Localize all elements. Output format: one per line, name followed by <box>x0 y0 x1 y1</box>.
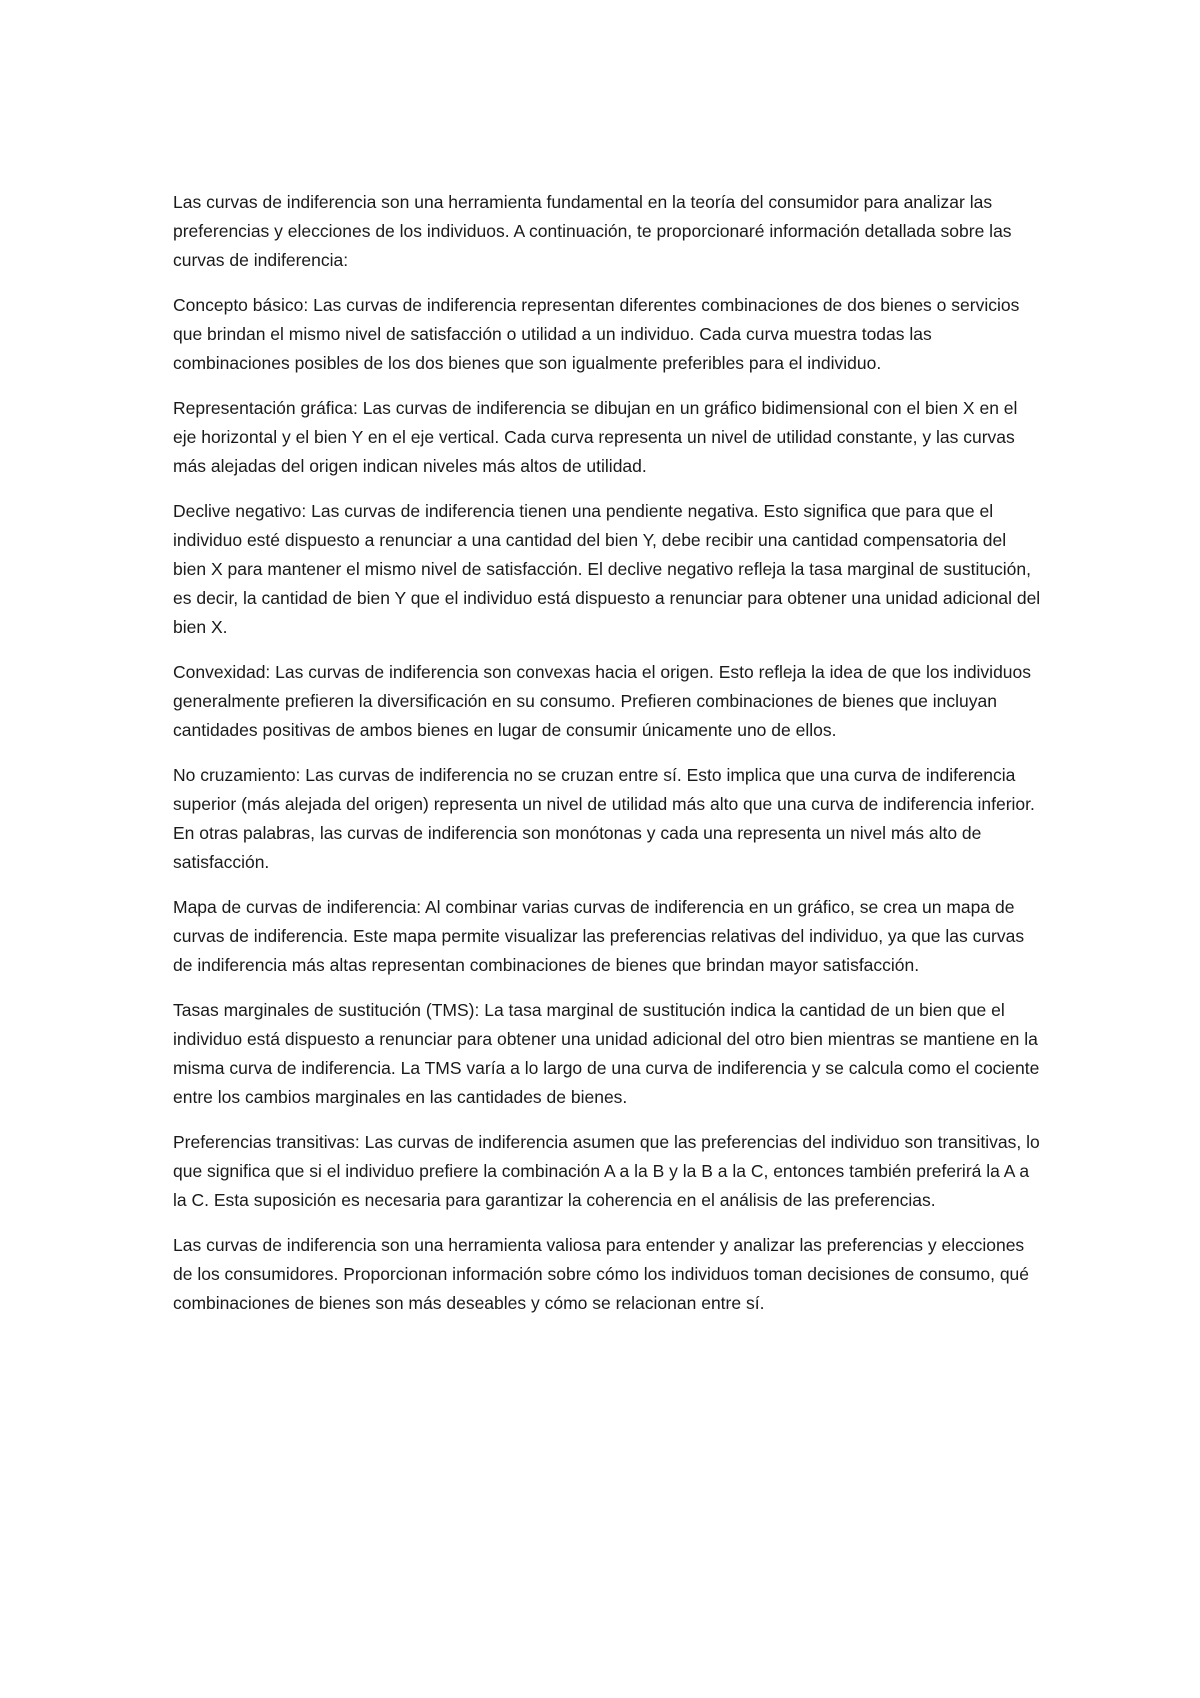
paragraph-convexidad: Convexidad: Las curvas de indiferencia son convexas hacia el origen. Esto refleja la idea de que los individuos generalmente prefieren la diversificación en su consumo. Prefieren combinaciones de bienes que incluyan cantidades positivas de ambos bienes en lugar de consumir únicamente uno de ellos. <box>173 662 1032 740</box>
paragraph-tasas-marginales: Tasas marginales de sustitución (TMS): La tasa marginal de sustitución indica la cantidad de un bien que el individuo está dispuesto a renunciar para obtener una unidad adicional del otro bien mientras se mantiene en la misma curva de indiferencia. La TMS varía a lo largo de una curva de indiferencia y se calcula como el cociente entre los cambios marginales en las cantidades de bienes. <box>173 1000 1040 1107</box>
paragraph-preferencias-transitivas: Preferencias transitivas: Las curvas de indiferencia asumen que las preferencias del individuo son transitivas, lo que significa que si el individuo prefiere la combinación A a la B y la B a la C, entonces también preferirá la A a la C. Esta suposición es necesaria para garantizar la coherencia en el análisis de las preferencias. <box>173 1132 1040 1210</box>
paragraph-concepto-basico: Concepto básico: Las curvas de indiferencia representan diferentes combinaciones de dos bienes o servicios que brindan el mismo nivel de satisfacción o utilidad a un individuo. Cada curva muestra todas las combinaciones posibles de los dos bienes que son igualmente preferibles para el individuo. <box>173 295 1020 373</box>
paragraph-no-cruzamiento: No cruzamiento: Las curvas de indiferencia no se cruzan entre sí. Esto implica que una curva de indiferencia superior (más alejada del origen) representa un nivel de utilidad más alto que una curva de indiferencia inferior. En otras palabras, las curvas de indiferencia son monótonas y cada una representa un nivel más alto de satisfacción. <box>173 765 1035 872</box>
paragraph-mapa-curvas: Mapa de curvas de indiferencia: Al combinar varias curvas de indiferencia en un gráfico, se crea un mapa de curvas de indiferencia. Este mapa permite visualizar las preferencias relativas del individuo, ya que las curvas de indiferencia más altas representan combinaciones de bienes que brindan mayor satisfacción. <box>173 897 1025 975</box>
paragraph-declive-negativo: Declive negativo: Las curvas de indiferencia tienen una pendiente negativa. Esto significa que para que el individuo esté dispuesto a renunciar a una cantidad del bien Y, debe recibir una cantidad compensatoria del bien X para mantener el mismo nivel de satisfacción. El declive negativo refleja la tasa marginal de sustitución, es decir, la cantidad de bien Y que el individuo está dispuesto a renunciar para obtener una unidad adicional del bien X. <box>173 501 1041 637</box>
paragraph-conclusion: Las curvas de indiferencia son una herramienta valiosa para entender y analizar las preferencias y elecciones de los consumidores. Proporcionan información sobre cómo los individuos toman decisiones de consumo, qué combinaciones de bienes son más deseables y cómo se relacionan entre sí. <box>173 1235 1030 1313</box>
paragraph-representacion-grafica: Representación gráfica: Las curvas de indiferencia se dibujan en un gráfico bidimensional con el bien X en el eje horizontal y el bien Y en el eje vertical. Cada curva representa un nivel de utilidad constante, y las curvas más alejadas del origen indican niveles más altos de utilidad. <box>173 398 1018 476</box>
paragraph-intro: Las curvas de indiferencia son una herramienta fundamental en la teoría del consumidor para analizar las preferencias y elecciones de los individuos. A continuación, te proporcionaré información detallada sobre las curvas de indiferencia: <box>173 192 1012 270</box>
document-body <box>173 188 1043 1334</box>
